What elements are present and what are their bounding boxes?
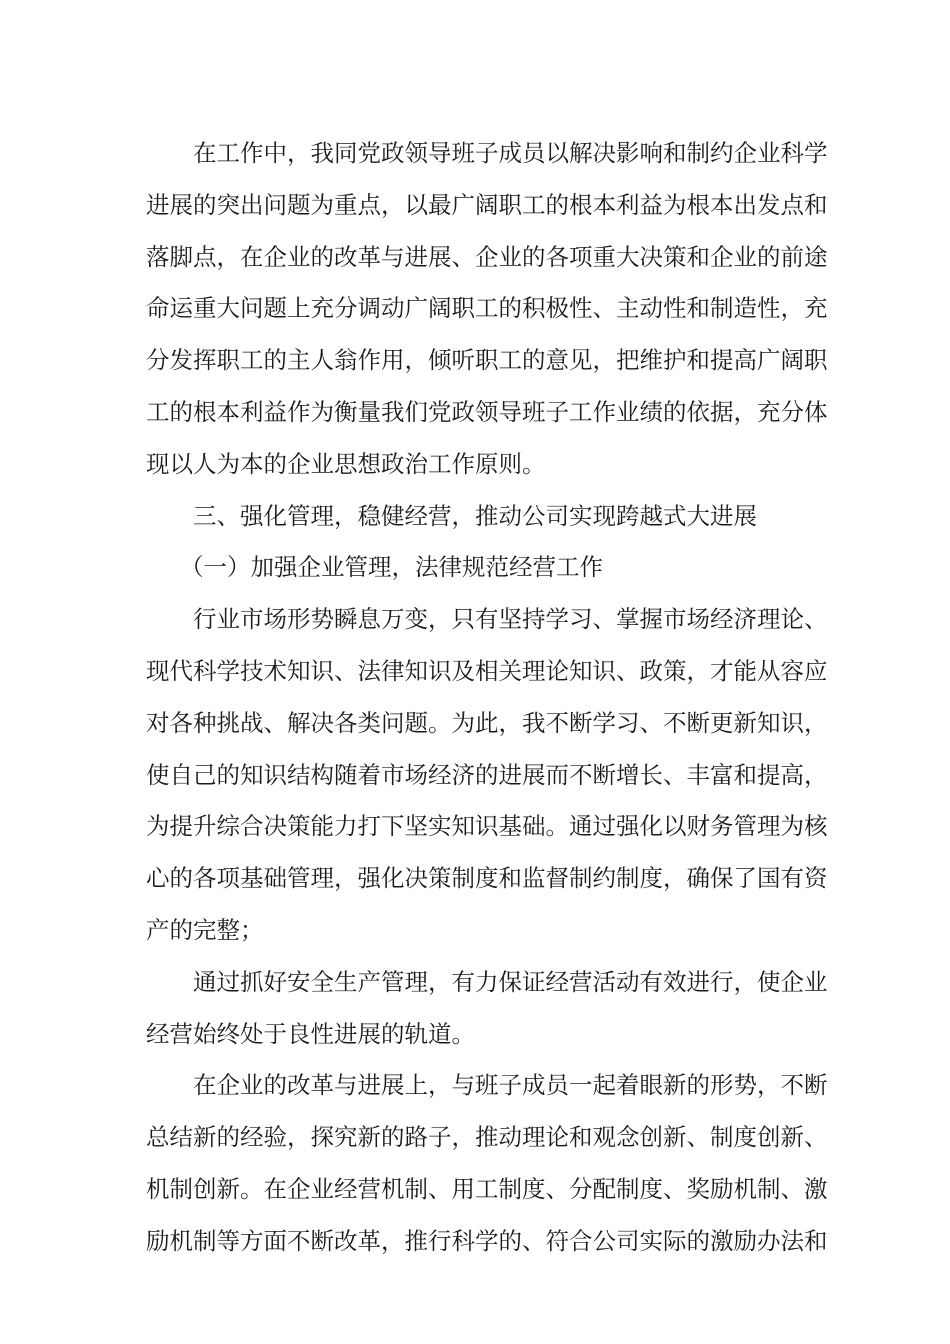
document-body: [146, 128, 828, 1268]
paragraph-line: 命运重大问题上充分调动广阔职工的积极性、主动性和制造性，充: [146, 294, 828, 323]
subsection-heading: （一）加强企业管理，法律规范经营工作: [180, 553, 603, 582]
paragraph-line: 行业市场形势瞬息万变，只有坚持学习、掌握市场经济理论、: [193, 605, 828, 634]
paragraph-line: 产的完整；: [146, 915, 264, 944]
paragraph-line: 励机制等方面不断改革，推行科学的、符合公司实际的激励办法和: [146, 1226, 828, 1255]
paragraph-line: 总结新的经验，探究新的路子，推动理论和观念创新、制度创新、: [146, 1123, 828, 1152]
paragraph-line: 现以人为本的企业思想政治工作原则。: [146, 449, 546, 478]
paragraph-line: 对各种挑战、解决各类问题。为此，我不断学习、不断更新知识，: [146, 708, 828, 737]
paragraph-line: 通过抓好安全生产管理，有力保证经营活动有效进行，使企业: [193, 967, 828, 996]
section-heading: 三、强化管理，稳健经营，推动公司实现跨越式大进展: [193, 501, 757, 530]
paragraph-line: 在工作中，我同党政领导班子成员以解决影响和制约企业科学: [193, 139, 828, 167]
paragraph-line: 为提升综合决策能力打下坚实知识基础。通过强化以财务管理为核: [146, 812, 828, 841]
paragraph-line: 进展的突出问题为重点，以最广阔职工的根本利益为根本出发点和: [146, 190, 828, 219]
paragraph-line: 机制创新。在企业经营机制、用工制度、分配制度、奖励机制、激: [146, 1174, 828, 1203]
paragraph-line: 经营始终处于良性进展的轨道。: [146, 1019, 475, 1048]
paragraph-line: 在企业的改革与进展上，与班子成员一起着眼新的形势，不断: [193, 1071, 828, 1100]
paragraph-line: 分发挥职工的主人翁作用，倾听职工的意见，把维护和提高广阔职: [146, 346, 828, 375]
paragraph-line: 工的根本利益作为衡量我们党政领导班子工作业绩的依据，充分体: [146, 397, 828, 426]
paragraph-line: 使自己的知识结构随着市场经济的进展而不断增长、丰富和提高，: [146, 760, 828, 789]
paragraph-line: 心的各项基础管理，强化决策制度和监督制约制度，确保了国有资: [146, 864, 828, 893]
paragraph-line: 现代科学技术知识、法律知识及相关理论知识、政策，才能从容应: [146, 656, 828, 685]
paragraph-line: 落脚点，在企业的改革与进展、企业的各项重大决策和企业的前途: [146, 242, 828, 271]
